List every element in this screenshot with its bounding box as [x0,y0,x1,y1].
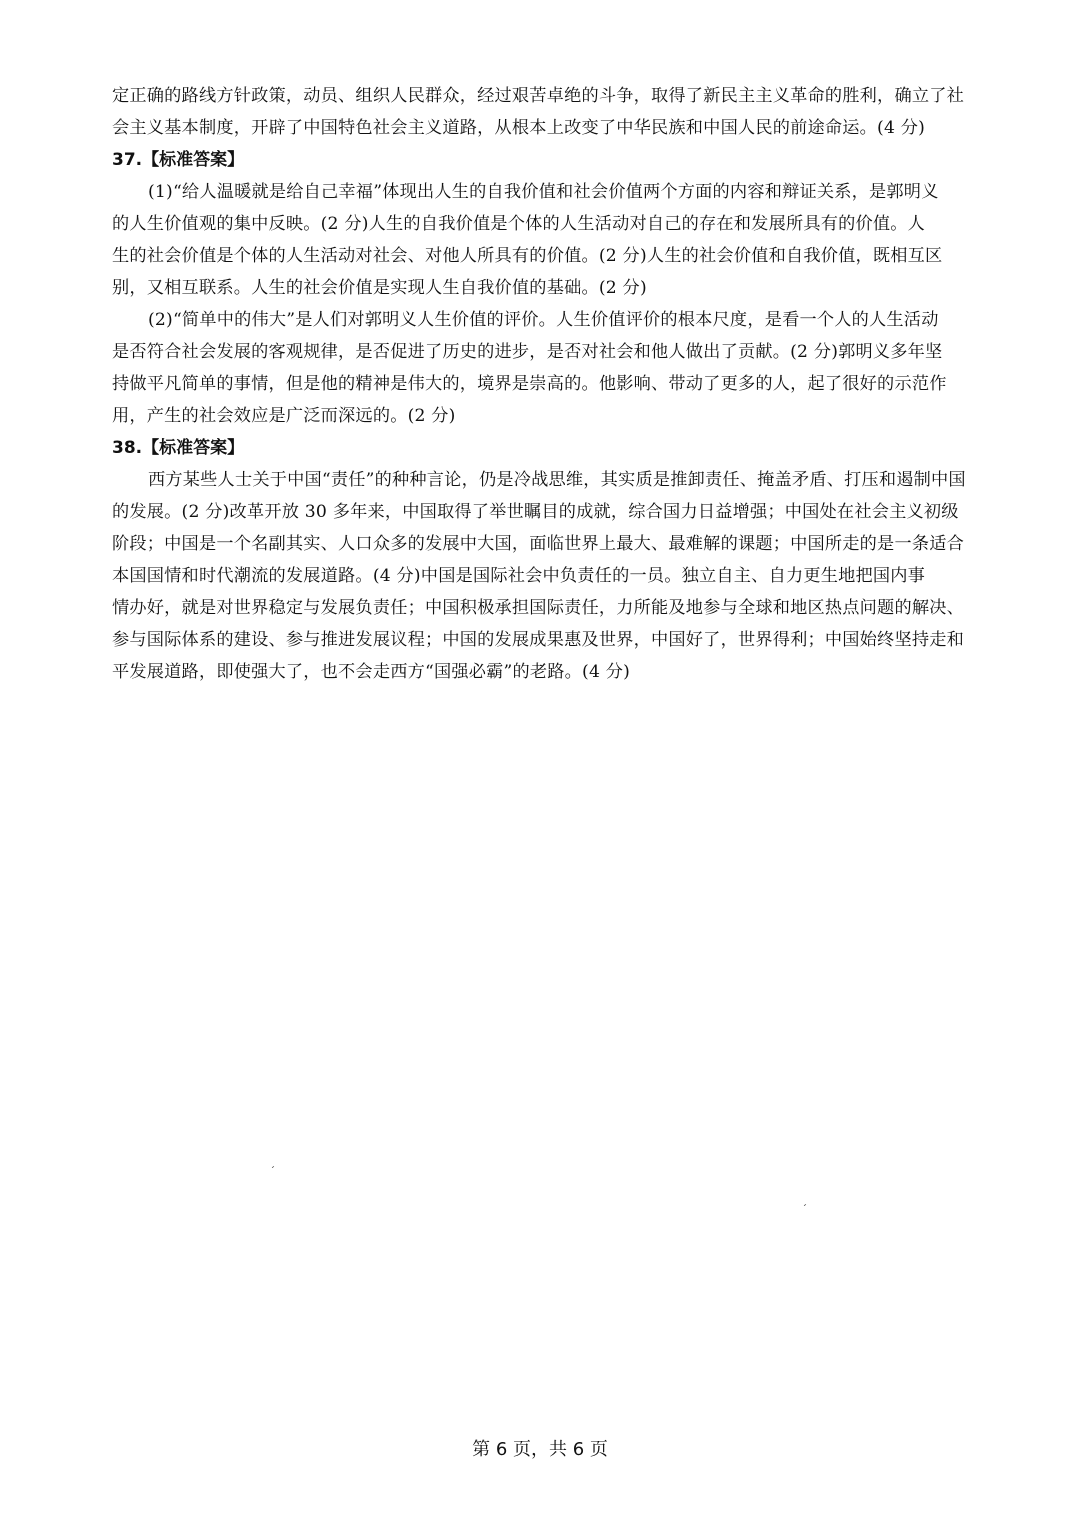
text-line: 西方某些人士关于中国“责任”的种种言论，仍是冷战思维，其实质是推卸责任、掩盖矛盾、打压和遏制中国 [148,470,966,490]
page-number-footer: 第 6 页，共 6 页 [472,1439,608,1460]
text-line: 阶段；中国是一个名副其实、人口众多的发展中大国，面临世界上最大、最难解的课题；中国所走的是一条适合 [112,534,964,554]
text-line: 的发展。(2 分)改革开放 30 多年来，中国取得了举世瞩目的成就，综合国力日益增强；中国处在社会主义初级 [112,502,959,522]
text-line: 用，产生的社会效应是广泛而深远的。(2 分) [112,406,456,426]
scan-speck: ˊ [270,1166,275,1177]
prev-answer [112,80,992,144]
text-line: 持做平凡简单的事情，但是他的精神是伟大的，境界是崇高的。他影响、带动了更多的人，起了很好的示范作 [112,374,947,394]
text-line: 参与国际体系的建设、参与推进发展议程；中国的发展成果惠及世界，中国好了，世界得利；中国始终坚持走和 [112,630,964,650]
text-line: 本国国情和时代潮流的发展道路。(4 分)中国是国际社会中负责任的一员。独立自主、自力更生地把国内事 [112,566,926,586]
text-line: 生的社会价值是个体的人生活动对社会、对他人所具有的价值。(2 分)人生的社会价值和自我价值，既相互区 [112,246,943,266]
question-38 [112,432,992,688]
text-line: 会主义基本制度，开辟了中国特色社会主义道路，从根本上改变了中华民族和中国人民的前途命运。(4 分) [112,118,926,138]
text-line: (1)“给人温暖就是给自己幸福”体现出人生的自我价值和社会价值两个方面的内容和辩证关系，是郭明义 [148,182,939,202]
q37-heading: 37.【标准答案】 [112,150,245,170]
q37-part2 [112,304,992,432]
question-37 [112,144,992,432]
text-line: 的人生价值观的集中反映。(2 分)人生的自我价值是个体的人生活动对自己的存在和发展所具有的价值。人 [112,214,926,234]
scan-speck: ˊ [802,1204,807,1215]
text-line: (2)“简单中的伟大”是人们对郭明义人生价值的评价。人生价值评价的根本尺度，是看一个人的人生活动 [148,310,939,330]
text-line: 定正确的路线方针政策，动员、组织人民群众，经过艰苦卓绝的斗争，取得了新民主主义革命的胜利，确立了社 [112,86,964,106]
text-line: 情办好，就是对世界稳定与发展负责任；中国积极承担国际责任，力所能及地参与全球和地区热点问题的解决、 [112,598,964,618]
text-line: 别，又相互联系。人生的社会价值是实现人生自我价值的基础。(2 分) [112,278,647,298]
text-line: 平发展道路，即使强大了，也不会走西方“国强必霸”的老路。(4 分) [112,662,631,682]
q37-part1 [112,176,992,304]
answer-text-block [112,80,992,688]
text-line: 是否符合社会发展的客观规律，是否促进了历史的进步，是否对社会和他人做出了贡献。(2 分)郭明义多年坚 [112,342,943,362]
q38-heading: 38.【标准答案】 [112,438,245,458]
